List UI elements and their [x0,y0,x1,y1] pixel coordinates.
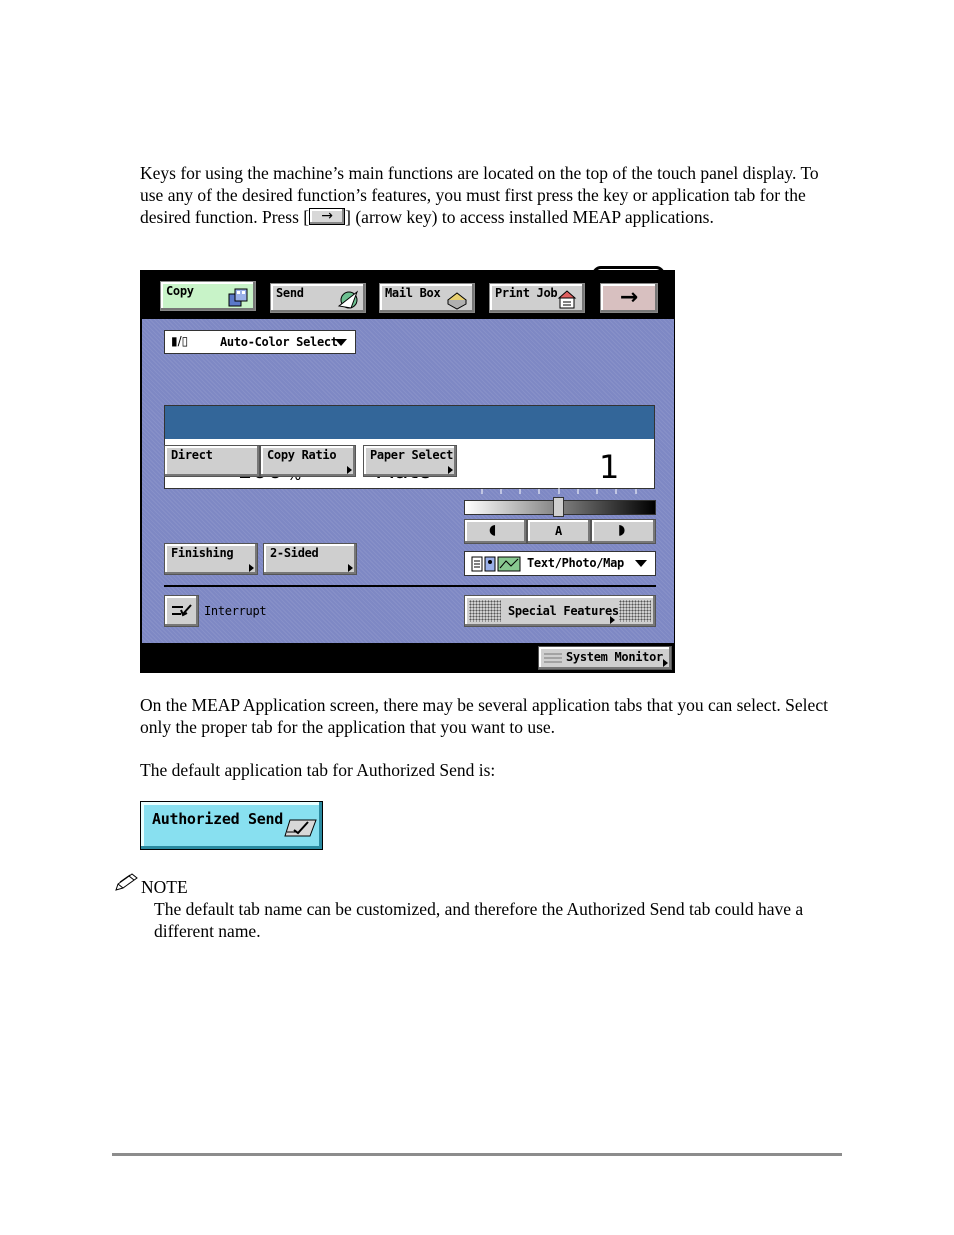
tab-print-job-label: Print Job [495,286,558,300]
two-sided-button[interactable] [263,543,357,575]
meap-paragraph: On the MEAP Application screen, there may be several application tabs that you can select. Select only the proper tab for the application that you want to use. [140,695,828,737]
special-features-label: Special Features [508,604,619,618]
density-lighter-button[interactable] [464,519,527,544]
expand-arrow-icon [249,564,254,572]
monitor-icon [544,652,562,664]
footer-rule [112,1153,842,1156]
message-bar [165,406,654,439]
tab-mail-box-label: Mail Box [385,286,441,300]
dots-pattern-left [469,600,501,622]
image-type-label: Text/Photo/Map [527,556,624,570]
authorized-send-tab[interactable] [140,801,323,850]
tab-print-job[interactable] [489,283,585,313]
panel-body [142,319,674,643]
default-tab-paragraph: The default application tab for Authorized Send is: [140,760,496,780]
expand-arrow-icon [348,564,353,572]
expand-arrow-icon [610,616,615,624]
lighter-icon: ◖ [489,522,497,538]
arrow-key-highlight [592,266,665,324]
interrupt-label: Interrupt [204,604,267,618]
finishing-button[interactable] [164,543,258,575]
tab-mail-box[interactable] [379,283,475,313]
touch-panel-screenshot [140,270,675,673]
image-type-dropdown[interactable] [464,551,656,576]
slider-handle[interactable] [553,497,564,517]
density-darker-button[interactable] [591,519,656,544]
tab-copy-label: Copy [166,284,194,298]
direct-button[interactable] [164,445,260,477]
color-select-dropdown[interactable] [164,330,356,354]
interrupt-icon [171,603,193,619]
density-auto-button[interactable] [527,519,591,544]
interrupt-button[interactable] [164,595,199,627]
send-icon [337,288,359,310]
paper-select-button[interactable] [363,445,457,477]
authorized-send-icon [284,814,318,838]
density-auto-label: A [555,524,562,538]
divider [164,585,656,587]
note-title: NOTE [141,877,188,897]
pencil-icon [114,872,140,892]
intro-text-2: ] (arrow key) to access installed MEAP applications. [345,207,714,227]
note-text: The default tab name can be customized, and therefore the Authorized Send tab could have a different name. [154,899,804,941]
print-job-icon [556,288,578,310]
color-select-label: Auto-Color Select [220,335,338,349]
panel-footer [142,644,674,672]
darker-icon: ◗ [618,522,626,538]
system-monitor-button[interactable] [538,646,672,670]
authorized-send-label: Authorized Send [152,810,283,828]
expand-arrow-icon [663,659,668,667]
intro-paragraph [140,162,840,228]
copies-value: 1 [599,448,620,486]
expand-arrow-icon [347,466,352,474]
copy-ratio-label: Copy Ratio [267,448,337,462]
special-features-button[interactable] [464,595,656,627]
arrow-key-icon: → [309,208,345,225]
paper-select-label: Paper Select [370,448,454,462]
color-mode-icon: ▮/▯ [171,334,189,348]
copy-icon [227,286,249,308]
tab-send[interactable] [270,283,366,313]
density-slider[interactable] [464,500,656,515]
two-sided-label: 2-Sided [270,546,319,560]
finishing-label: Finishing [171,546,234,560]
system-monitor-label: System Monitor [566,650,663,664]
dots-pattern-right [619,600,651,622]
expand-arrow-icon [448,466,453,474]
arrow-right-icon: → [619,285,639,310]
direct-label: Direct [171,448,213,462]
tab-copy[interactable] [160,281,256,311]
mailbox-icon [446,288,468,310]
intro-text-1: Keys for using the machine’s main functions are located on the top of the touch panel display. To use any of the desired function’s features, you must first press the key or application tab for the desired function. Press [ [140,163,819,227]
chevron-down-icon [335,339,347,346]
tab-send-label: Send [276,286,304,300]
text-photo-map-icon [471,556,523,572]
chevron-down-icon [635,560,647,567]
copy-ratio-button[interactable] [260,445,356,477]
